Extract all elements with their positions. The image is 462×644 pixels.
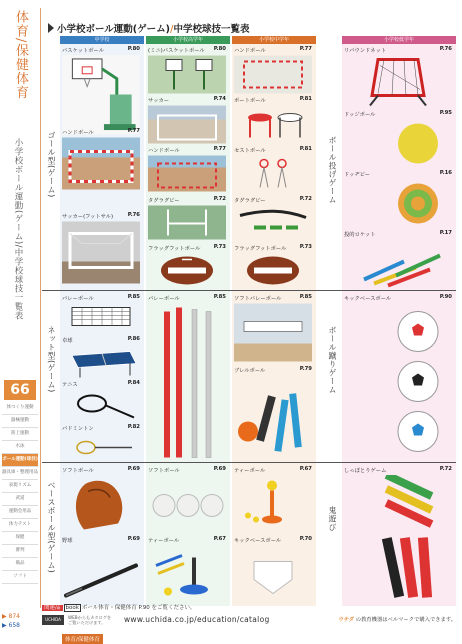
index-tab[interactable]: ソフト xyxy=(2,571,38,584)
product-kickbase-balls[interactable] xyxy=(344,294,452,460)
board-ball-stand-icon xyxy=(234,105,312,144)
index-tab[interactable]: 備品 xyxy=(2,558,38,571)
foam-rocket-icon xyxy=(344,239,452,288)
product-sest-ball[interactable] xyxy=(234,146,312,192)
product-tennis[interactable] xyxy=(62,380,140,424)
product-rebound-net[interactable] xyxy=(344,46,452,108)
page-ref: P.74 xyxy=(213,96,226,102)
index-tab-active[interactable]: ボール運動(球技) xyxy=(2,454,38,467)
brand-note xyxy=(338,615,456,623)
row-divider xyxy=(42,462,456,463)
rebound-net-icon xyxy=(344,55,452,108)
product-name: ソフトボール xyxy=(62,468,94,474)
product-tee-ball-2[interactable] xyxy=(234,466,312,532)
product-name: ハンドボール xyxy=(234,48,266,54)
product-name: 野球 xyxy=(62,538,73,544)
page-ref: P.70 xyxy=(299,536,312,542)
page-ref: P.72 xyxy=(213,196,226,202)
product-name: テニス xyxy=(62,382,78,388)
soccer-balls-icon xyxy=(344,303,452,460)
product-name: ポートボール xyxy=(234,98,266,104)
column-header: 小学校低学年 xyxy=(342,36,456,44)
product-volleyball[interactable] xyxy=(62,294,140,332)
heading-separator: / xyxy=(170,24,174,35)
category-label: ボール蹴りゲーム xyxy=(328,326,337,394)
section-title: 体育/保健体育 xyxy=(13,10,28,100)
product-name: ハンドボール xyxy=(148,148,180,154)
brand-mark: ウチダ xyxy=(338,617,355,623)
american-football-icon xyxy=(234,253,312,288)
note-tag: 関連品 xyxy=(44,605,61,611)
product-name: ドッヂビー xyxy=(344,172,371,178)
product-name: 卓球 xyxy=(62,338,73,344)
product-tail-tag[interactable] xyxy=(344,466,452,602)
product-grid xyxy=(42,36,456,606)
product-soft-volleyball[interactable] xyxy=(234,294,312,362)
product-name: キックベースボール xyxy=(344,296,392,302)
basketball-hoop-icon xyxy=(62,55,140,134)
page-refs xyxy=(2,612,38,630)
product-name: タグラグビー xyxy=(234,198,266,204)
index-tab[interactable]: 体つくり運動 xyxy=(2,402,38,415)
product-name: バスケットボール xyxy=(62,48,105,54)
ping-pong-table-icon xyxy=(62,345,140,380)
product-name: キックベースボール xyxy=(234,538,282,544)
tee-ball-set-icon xyxy=(148,545,226,602)
product-mini-basketball[interactable] xyxy=(148,46,226,94)
page-ref: P.84 xyxy=(127,380,140,386)
page-ref: P.79 xyxy=(299,366,312,372)
page-number: 66 xyxy=(4,380,36,400)
futsal-goal-icon xyxy=(62,221,140,284)
page-ref: P.77 xyxy=(213,146,226,152)
page-ref: P.17 xyxy=(439,230,452,236)
page-ref: P.85 xyxy=(213,294,226,300)
product-name: バレーボール xyxy=(62,296,94,302)
product-badminton[interactable] xyxy=(62,424,140,460)
tag-tails-icon xyxy=(344,475,452,602)
home-plate-icon xyxy=(234,545,312,602)
page-ref: P.81 xyxy=(299,96,312,102)
page-ref: P.69 xyxy=(127,466,140,472)
product-handball-2[interactable] xyxy=(148,146,226,192)
product-tag-rugby-2[interactable] xyxy=(234,196,312,240)
product-dodgebee[interactable] xyxy=(344,170,452,226)
index-tab[interactable]: 水泳 xyxy=(2,441,38,454)
index-tab[interactable]: 陸上運動 xyxy=(2,428,38,441)
index-tab[interactable]: 表現リズム xyxy=(2,480,38,493)
page-ref: P.85 xyxy=(299,294,312,300)
product-kickbase-ball[interactable] xyxy=(234,536,312,602)
product-name: ハンドボール xyxy=(62,130,94,136)
mini-basket-hoop-icon xyxy=(148,55,226,94)
product-name: ティーボール xyxy=(234,468,266,474)
product-handball-3[interactable] xyxy=(234,46,312,94)
product-basketball[interactable] xyxy=(62,46,140,134)
page-ref[interactable]: ▶ 658 xyxy=(2,622,20,629)
page-footer xyxy=(42,603,456,633)
page-ref[interactable]: ▶ 874 xyxy=(2,613,20,620)
page-ref: P.80 xyxy=(127,46,140,52)
product-name: しっぽとりゲーム xyxy=(344,468,387,474)
index-tabs xyxy=(2,402,38,584)
page-ref: P.76 xyxy=(127,212,140,218)
index-tab[interactable]: 器具庫・整理用品 xyxy=(2,467,38,480)
product-volleyball-posts[interactable] xyxy=(148,294,226,460)
page-ref: P.80 xyxy=(213,46,226,52)
column-header: 小学校中学年 xyxy=(232,36,316,44)
page-ref: P.77 xyxy=(127,128,140,134)
page-ref: P.81 xyxy=(299,146,312,152)
tag-belt-icon xyxy=(234,205,312,240)
page-ref: P.67 xyxy=(299,466,312,472)
product-name: フラッグフットボール xyxy=(148,246,201,252)
page-ref: P.82 xyxy=(127,424,140,430)
handball-goal-icon xyxy=(234,55,312,94)
product-dodgeball[interactable] xyxy=(344,110,452,166)
tee-stand-icon xyxy=(234,475,312,532)
section-subtitle: 小学校ボール運動(ゲーム)/中学校球技一覧表 xyxy=(13,138,23,320)
column-header: 中学校 xyxy=(60,36,144,44)
brand-text: の教育機器はベルマークで購入できます。 xyxy=(355,617,456,623)
dodgeball-icon xyxy=(344,119,452,166)
index-tab[interactable]: 保健 xyxy=(2,532,38,545)
product-handball[interactable] xyxy=(62,128,140,190)
softball-balls-icon xyxy=(148,475,226,532)
tag-rugby-goal-icon xyxy=(148,205,226,240)
soccer-goal-icon xyxy=(148,105,226,144)
handball-goal-icon xyxy=(62,137,140,190)
column-header: 小学校高学年 xyxy=(146,36,230,44)
product-futsal[interactable] xyxy=(62,212,140,284)
page-ref: P.90 xyxy=(439,294,452,300)
baseball-bat-icon xyxy=(62,545,140,602)
page-ref: P.73 xyxy=(299,244,312,250)
product-name: リバウンドネット xyxy=(344,48,387,54)
page-ref: P.85 xyxy=(127,294,140,300)
tennis-racket-icon xyxy=(62,389,140,424)
product-launch-rocket[interactable] xyxy=(344,230,452,288)
product-name: ソフトバレーボール xyxy=(234,296,282,302)
product-name: サッカー xyxy=(148,98,170,104)
page-ref: P.72 xyxy=(439,466,452,472)
footer-section-label: 体育/保健体育 xyxy=(62,634,103,644)
row-divider xyxy=(42,290,456,291)
category-label: ゴール型(ゲーム) xyxy=(47,131,56,198)
index-tab[interactable]: 器械運動 xyxy=(2,415,38,428)
product-name: セストボール xyxy=(234,148,266,154)
product-name: ティーボール xyxy=(148,538,180,544)
heading-marker-icon xyxy=(48,23,54,33)
category-label: ベースボール型(ゲーム) xyxy=(47,481,56,574)
product-brel-ball[interactable] xyxy=(234,366,312,460)
index-tab[interactable]: 運動会用品 xyxy=(2,506,38,519)
product-name: バドミントン xyxy=(62,426,94,432)
section-rule xyxy=(40,8,41,608)
product-name: ドッジボール xyxy=(344,112,376,118)
page-ref: P.77 xyxy=(299,46,312,52)
product-softball[interactable] xyxy=(62,466,140,534)
page-ref: P.69 xyxy=(213,466,226,472)
flying-disc-icon xyxy=(344,179,452,226)
product-soccer[interactable] xyxy=(148,96,226,144)
brand-logo: UCHIDA xyxy=(42,615,64,625)
product-table-tennis[interactable] xyxy=(62,336,140,380)
page-ref: P.73 xyxy=(213,244,226,250)
page-ref: P.95 xyxy=(439,110,452,116)
product-name: 投的ロケット xyxy=(344,232,376,238)
index-tab[interactable]: 体力テスト xyxy=(2,519,38,532)
product-flag-football-2[interactable] xyxy=(234,244,312,288)
product-name: ブレルボール xyxy=(234,368,266,374)
product-name: フラッグフットボール xyxy=(234,246,287,252)
product-name: (ミニ)バスケットボール xyxy=(148,48,205,54)
product-tag-rugby[interactable] xyxy=(148,196,226,240)
page-ref: P.16 xyxy=(439,170,452,176)
footer-note xyxy=(42,603,196,611)
product-baseball[interactable] xyxy=(62,536,140,602)
heading-part1: 小学校ボール運動(ゲーム) xyxy=(57,24,170,35)
category-label: 鬼遊び xyxy=(328,506,337,532)
softball-glove-icon xyxy=(62,475,140,534)
product-softball-balls[interactable] xyxy=(148,466,226,532)
sest-ball-stand-icon xyxy=(234,155,312,192)
product-name: サッカー(フットサル) xyxy=(62,214,114,220)
gym-net-icon xyxy=(234,303,312,362)
page-ref: P.76 xyxy=(439,46,452,52)
footer-small-text: WEBからもカタログを ご覧いただけます。 xyxy=(68,615,112,625)
heading-part2: 中学校球技一覧表 xyxy=(173,24,250,35)
category-label: ボール投げゲーム xyxy=(328,136,337,204)
volleyball-net-icon xyxy=(62,303,140,332)
page-ref: P.69 xyxy=(127,536,140,542)
product-board-ball[interactable] xyxy=(234,96,312,144)
index-tab[interactable]: 審判 xyxy=(2,545,38,558)
brel-ball-set-icon xyxy=(234,375,312,460)
product-name: バレーボール xyxy=(148,296,180,302)
note-badge: book xyxy=(65,605,79,611)
page-ref: P.72 xyxy=(299,196,312,202)
badminton-racket-icon xyxy=(62,433,140,460)
page-ref: P.86 xyxy=(127,336,140,342)
handball-goal-icon xyxy=(148,155,226,192)
product-flag-football[interactable] xyxy=(148,244,226,288)
american-football-icon xyxy=(148,253,226,288)
product-name: タグラグビー xyxy=(148,198,180,204)
product-name: ソフトボール xyxy=(148,468,180,474)
category-label: ネット型(ゲーム) xyxy=(47,326,56,393)
page-ref: P.67 xyxy=(213,536,226,542)
volleyball-posts-icon xyxy=(148,303,226,460)
page-heading xyxy=(48,21,250,35)
note-text: ボール体育・保健体育 P.90 をご覧ください。 xyxy=(81,605,196,611)
catalog-url-link[interactable]: www.uchida.co.jp/education/catalog xyxy=(124,615,270,624)
index-tab[interactable]: 武道 xyxy=(2,493,38,506)
product-tee-ball[interactable] xyxy=(148,536,226,602)
